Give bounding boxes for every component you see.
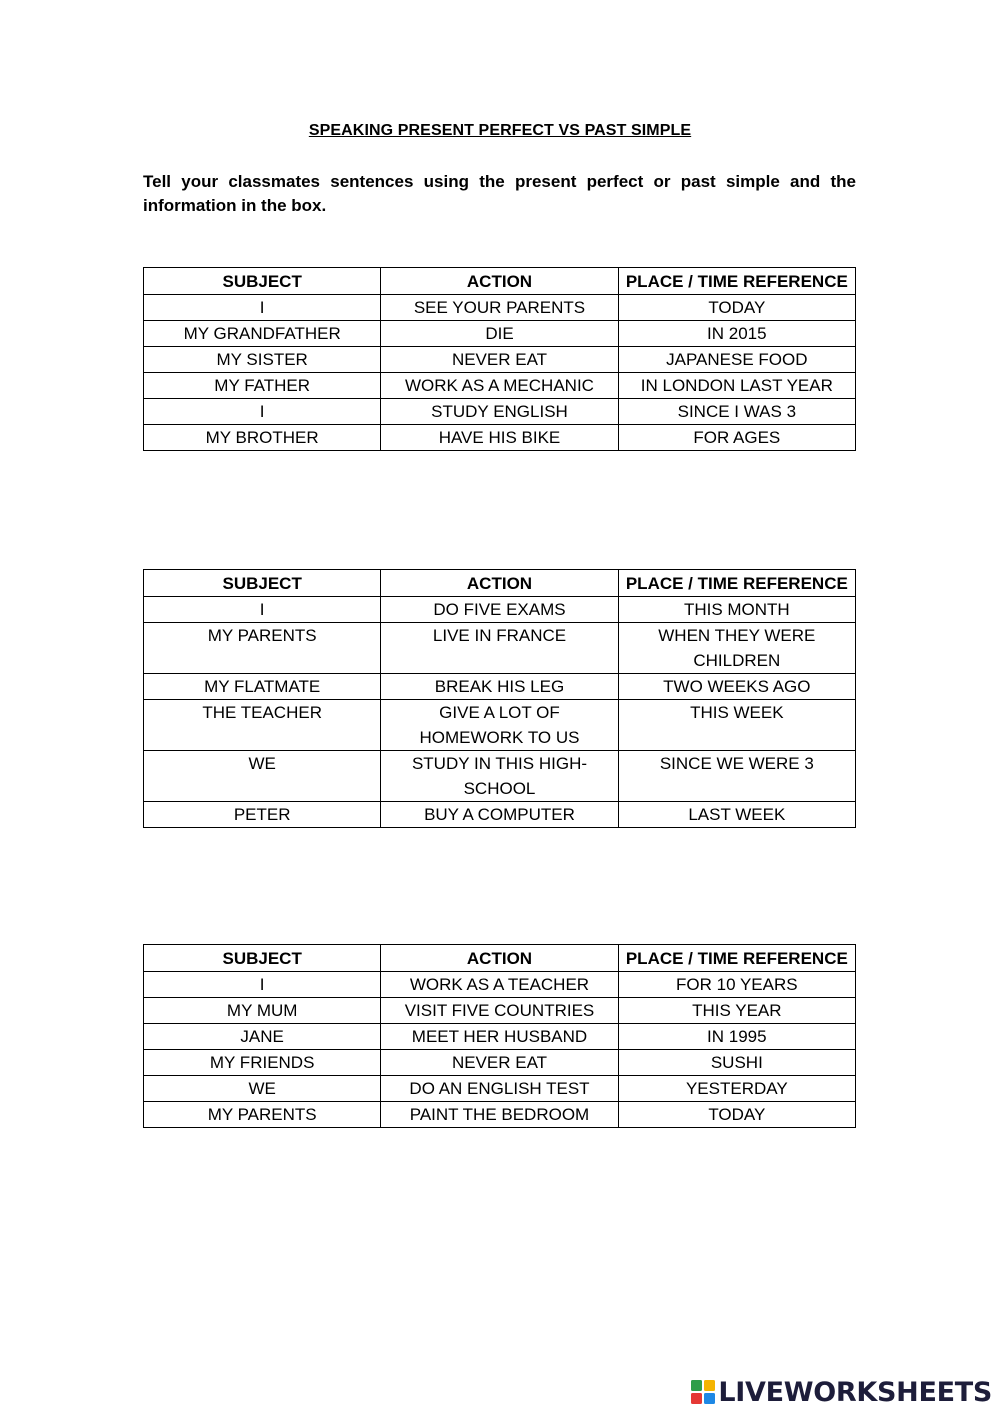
reference-cell: FOR AGES [618,425,855,451]
table-row [144,373,856,399]
reference-cell: YESTERDAY [618,1076,855,1102]
subject-cell: MY BROTHER [144,425,381,451]
subject-cell: MY GRANDFATHER [144,321,381,347]
header-place-time: PLACE / TIME REFERENCE [618,268,855,295]
table-header-row [144,945,856,972]
subject-cell: I [144,399,381,425]
header-subject: SUBJECT [144,945,381,972]
worksheet-table-1 [143,267,856,451]
table-row [144,751,856,802]
liveworksheets-brand[interactable] [690,1377,992,1407]
table-row [144,623,856,674]
action-cell: VISIT FIVE COUNTRIES [381,998,618,1024]
subject-cell: PETER [144,802,381,828]
liveworksheets-logo-icon [690,1379,716,1405]
reference-cell: SUSHI [618,1050,855,1076]
instructions-text: Tell your classmates sentences using the present perfect or past simple and the information in the box. [143,172,856,215]
table-row [144,597,856,623]
table-row [144,321,856,347]
table-row [144,295,856,321]
table-row [144,972,856,998]
reference-cell: LAST WEEK [618,802,855,828]
subject-cell: MY PARENTS [144,623,381,674]
reference-cell: IN 1995 [618,1024,855,1050]
subject-cell: MY FRIENDS [144,1050,381,1076]
action-cell: DIE [381,321,618,347]
reference-cell: TODAY [618,295,855,321]
header-action: ACTION [381,570,618,597]
reference-cell: THIS MONTH [618,597,855,623]
subject-cell: I [144,295,381,321]
reference-cell: IN 2015 [618,321,855,347]
table-row [144,1076,856,1102]
table-row [144,399,856,425]
header-action: ACTION [381,945,618,972]
action-cell: SEE YOUR PARENTS [381,295,618,321]
header-subject: SUBJECT [144,570,381,597]
action-cell: STUDY ENGLISH [381,399,618,425]
subject-cell: MY MUM [144,998,381,1024]
action-cell: WORK AS A TEACHER [381,972,618,998]
reference-cell: WHEN THEY WERE CHILDREN [618,623,855,674]
worksheet-table-3 [143,944,856,1128]
reference-cell: TODAY [618,1102,855,1128]
reference-cell: SINCE I WAS 3 [618,399,855,425]
action-cell: DO FIVE EXAMS [381,597,618,623]
table-row [144,802,856,828]
reference-cell: THIS WEEK [618,700,855,751]
header-place-time: PLACE / TIME REFERENCE [618,945,855,972]
subject-cell: THE TEACHER [144,700,381,751]
reference-cell: THIS YEAR [618,998,855,1024]
subject-cell: I [144,597,381,623]
subject-cell: JANE [144,1024,381,1050]
header-place-time: PLACE / TIME REFERENCE [618,570,855,597]
table-row [144,425,856,451]
subject-cell: MY SISTER [144,347,381,373]
table-header-row [144,570,856,597]
subject-cell: MY PARENTS [144,1102,381,1128]
worksheet-table-2 [143,569,856,828]
action-cell: WORK AS A MECHANIC [381,373,618,399]
brand-name: LIVEWORKSHEETS [718,1376,992,1408]
action-cell: NEVER EAT [381,347,618,373]
action-cell: STUDY IN THIS HIGH-SCHOOL [381,751,618,802]
reference-cell: SINCE WE WERE 3 [618,751,855,802]
subject-cell: I [144,972,381,998]
action-cell: DO AN ENGLISH TEST [381,1076,618,1102]
reference-cell: JAPANESE FOOD [618,347,855,373]
header-action: ACTION [381,268,618,295]
reference-cell: FOR 10 YEARS [618,972,855,998]
table-row [144,674,856,700]
action-cell: HAVE HIS BIKE [381,425,618,451]
table-row [144,347,856,373]
subject-cell: WE [144,1076,381,1102]
table-row [144,1024,856,1050]
table-row [144,1050,856,1076]
page-title: SPEAKING PRESENT PERFECT VS PAST SIMPLE [308,122,692,139]
reference-cell: TWO WEEKS AGO [618,674,855,700]
action-cell: BREAK HIS LEG [381,674,618,700]
action-cell: GIVE A LOT OF HOMEWORK TO US [381,700,618,751]
action-cell: MEET HER HUSBAND [381,1024,618,1050]
header-subject: SUBJECT [144,268,381,295]
action-cell: BUY A COMPUTER [381,802,618,828]
table-row [144,998,856,1024]
subject-cell: MY FLATMATE [144,674,381,700]
action-cell: NEVER EAT [381,1050,618,1076]
action-cell: LIVE IN FRANCE [381,623,618,674]
subject-cell: MY FATHER [144,373,381,399]
table-header-row [144,268,856,295]
action-cell: PAINT THE BEDROOM [381,1102,618,1128]
table-row [144,700,856,751]
reference-cell: IN LONDON LAST YEAR [618,373,855,399]
table-row [144,1102,856,1128]
subject-cell: WE [144,751,381,802]
